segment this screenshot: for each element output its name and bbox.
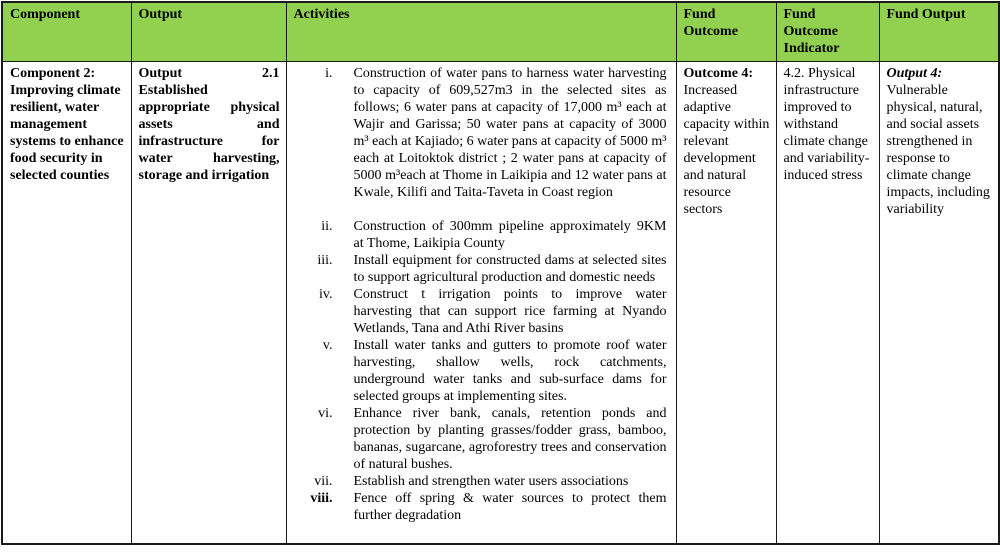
header-fund-outcome: Fund Outcome — [676, 2, 776, 62]
logframe-table — [1, 1, 1000, 545]
list-item — [297, 65, 667, 201]
activity-text: Install water tanks and gutters to promote roof water harvesting, shallow wells, rock catchments, underground water tanks and sub-surface dams for selected groups at implementing sites. — [353, 338, 667, 404]
fund-output-cell — [879, 62, 999, 545]
activity-text: Establish and strengthen water users associations — [353, 474, 629, 489]
output-text: Established appropriate physical assets and infrastructure for water harvesting, storage and irrigation — [138, 83, 280, 183]
activity-text: Construct t irrigation points to improve water harvesting that can support rice farming at Nyando Wetlands, Tana and Athi River basins — [353, 287, 667, 336]
activity-text: Construction of water pans to harness water harvesting to capacity of 609,527m3 in the selected sites as follows; 6 water pans at capacity of 17,000 m³ each at Wajir and Garissa; 50 water pans at capacity of 3000 m³ each at Kajiado; 6 water pans at capacity of 5000 m³ each at Loitoktok district ; 2 water pans at capacity of 5000 m³each at Thome in Laikipia and 12 water pans at Kwale, Kilifi and Taita-Taveta in Coast region — [353, 66, 667, 200]
output-label: Output — [138, 66, 183, 81]
header-activities: Activities — [286, 2, 676, 62]
activity-number: vi. — [318, 406, 333, 421]
list-item — [297, 252, 667, 286]
fund-outcome-indicator-cell: 4.2. Physical infrastructure improved to withstand climate change and variability-induced stress — [776, 62, 879, 545]
header-fund-outcome-indicator: Fund Outcome Indicator — [776, 2, 879, 62]
fund-outcome-text: Increased adaptive capacity within relevant development and natural resource sectors — [683, 83, 770, 217]
activity-text: Fence off spring & water sources to protect them further degradation — [353, 491, 667, 523]
list-item — [297, 473, 667, 490]
list-item — [297, 218, 667, 252]
activity-number: iii. — [317, 253, 333, 268]
fund-outcome-cell — [676, 62, 776, 545]
activity-text: Install equipment for constructed dams at selected sites to support agricultural production and domestic needs — [353, 253, 667, 285]
list-item — [297, 337, 667, 405]
activity-text: Enhance river bank, canals, retention ponds and protection by planting grasses/fodder grass, bamboo, bananas, sugarcane, agroforestry trees and conservation of natural bushes. — [353, 406, 667, 472]
fund-outcome-label: Outcome 4: — [683, 66, 754, 81]
fund-output-text: Vulnerable physical, natural, and social assets strengthened in response to climate change impacts, including variability — [886, 83, 990, 217]
activity-number: ii. — [321, 219, 333, 234]
list-item — [297, 405, 667, 473]
activities-cell — [286, 62, 676, 545]
output-number: 2.1 — [262, 66, 280, 81]
output-cell — [131, 62, 286, 545]
header-row — [2, 2, 999, 62]
list-item — [297, 490, 667, 524]
activity-number: viii. — [310, 491, 333, 506]
table-row — [2, 62, 999, 545]
output-heading — [139, 65, 280, 82]
activity-number: iv. — [319, 287, 333, 302]
header-component: Component — [2, 2, 131, 62]
list-item — [297, 286, 667, 337]
activity-number: vii. — [314, 474, 333, 489]
activity-number: i. — [325, 66, 333, 81]
header-fund-output: Fund Output — [879, 2, 999, 62]
activity-number: v. — [322, 338, 333, 353]
header-output: Output — [131, 2, 286, 62]
activity-text: Construction of 300mm pipeline approximately 9KM at Thome, Laikipia County — [353, 219, 667, 251]
component-cell: Component 2: Improving climate resilient, water management systems to enhance food security in selected counties — [2, 62, 131, 545]
fund-output-label: Output 4: — [886, 66, 943, 81]
